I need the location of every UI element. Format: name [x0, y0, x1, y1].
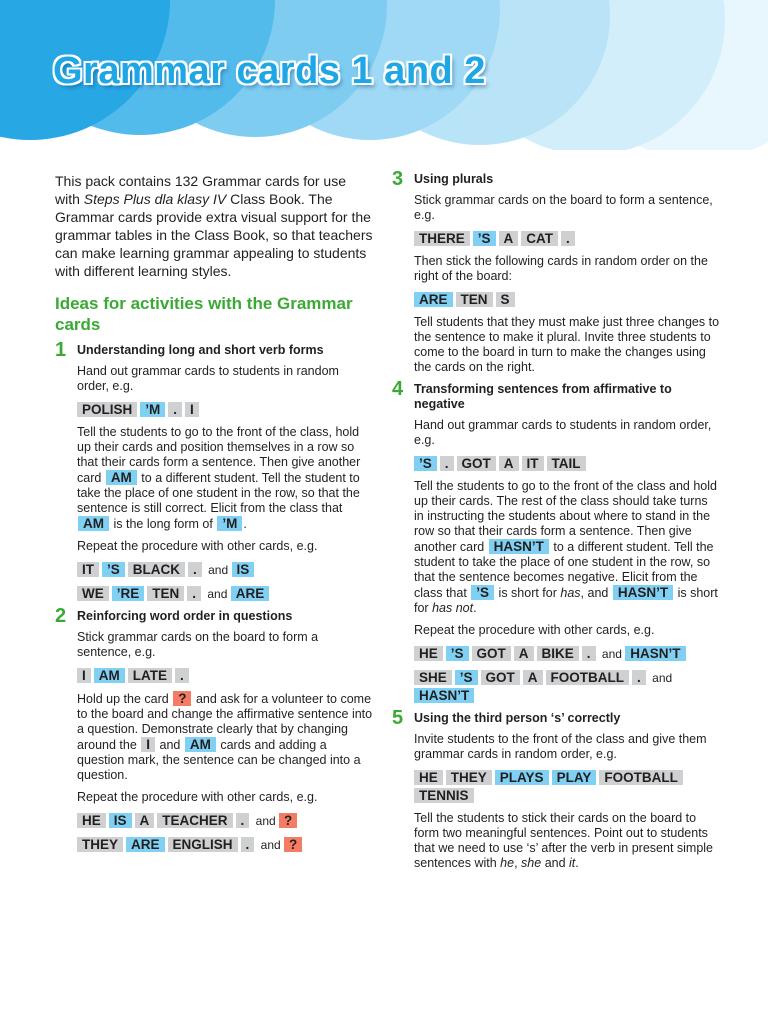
grammar-card: ? [173, 691, 191, 706]
grammar-card: A [514, 646, 534, 661]
grammar-card: THEY [446, 770, 492, 785]
grammar-card: I [77, 668, 91, 683]
card-row [414, 645, 720, 663]
grammar-card: ’S [471, 585, 494, 600]
section-5 [392, 707, 720, 871]
and-text: and [255, 814, 276, 828]
grammar-card: HASN’T [414, 688, 474, 703]
section-text: Tell students that they must make just three changes to the sentence to make it plural. Invite three students to come to the board in turn to make the changes using the cards on the right. [414, 315, 720, 374]
grammar-card: AM [94, 668, 125, 683]
section-text: Repeat the procedure with other cards, e.g. [414, 623, 655, 637]
grammar-card: TEACHER [157, 813, 232, 828]
grammar-card: . [236, 813, 250, 828]
grammar-card: ARE [126, 837, 165, 852]
grammar-card: . [175, 668, 189, 683]
grammar-card: FOOTBALL [599, 770, 683, 785]
grammar-card: I [185, 402, 199, 417]
and-text: and [208, 563, 229, 577]
grammar-card: PLAY [552, 770, 597, 785]
section-number: 5 [392, 707, 404, 729]
section-title: Reinforcing word order in questions [77, 609, 293, 623]
and-text: and [260, 838, 281, 852]
grammar-card: GOT [481, 670, 520, 685]
card-row [414, 291, 720, 309]
grammar-card: ARE [231, 586, 270, 601]
card-row [77, 667, 373, 685]
grammar-card: ’S [473, 231, 496, 246]
section-text: Invite students to the front of the class and give them grammar cards in random order, e.g. [414, 732, 707, 761]
card-row [414, 455, 720, 473]
grammar-card: ’S [414, 456, 437, 471]
grammar-card: ENGLISH [168, 837, 238, 852]
section-title: Understanding long and short verb forms [77, 343, 324, 357]
grammar-card: ? [284, 837, 302, 852]
grammar-card: . [440, 456, 454, 471]
grammar-card: HASN’T [625, 646, 685, 661]
grammar-card: ’M [140, 402, 165, 417]
grammar-card: A [499, 231, 519, 246]
and-text: and [207, 587, 228, 601]
and-text: and [601, 647, 622, 661]
grammar-card: A [523, 670, 543, 685]
grammar-card: THERE [414, 231, 470, 246]
section-text: Hold up the card ? and ask for a volunteer to come to the board and change the affirmative sentence into a question. Demonstrate clearly that by changing around the I and AM cards and adding a question mark, the sentence can be changed into a question. [77, 691, 373, 782]
grammar-card: HASN’T [489, 539, 549, 554]
section-title: Transforming sentences from affirmative to negative [414, 382, 672, 411]
grammar-card: FOOTBALL [546, 670, 630, 685]
section-text: Then stick the following cards in random order on the right of the board: [414, 254, 708, 283]
section-number: 4 [392, 378, 404, 400]
card-row [77, 401, 373, 419]
grammar-card: . [632, 670, 646, 685]
section-text: Repeat the procedure with other cards, e.g. [77, 539, 318, 553]
grammar-card: A [135, 813, 155, 828]
grammar-card: ’M [217, 516, 242, 531]
header-banner [0, 0, 768, 150]
grammar-card: CAT [521, 231, 558, 246]
grammar-card: ARE [414, 292, 453, 307]
section-number: 1 [55, 339, 67, 361]
grammar-card: . [188, 562, 202, 577]
grammar-card: HE [414, 770, 443, 785]
grammar-card: ’S [455, 670, 478, 685]
section-text: Hand out grammar cards to students in random order, e.g. [414, 418, 712, 447]
intro-paragraph: This pack contains 132 Grammar cards for use with Steps Plus dla klasy IV Class Book. The Grammar cards provide extra visual support for the grammar tables in the Class Book, so that teachers can make learning grammar appealing to students with different learning styles. [55, 173, 373, 279]
grammar-card: IT [522, 456, 544, 471]
grammar-card: POLISH [77, 402, 137, 417]
grammar-card: . [187, 586, 201, 601]
grammar-card: LATE [128, 668, 172, 683]
grammar-card: TEN [147, 586, 184, 601]
grammar-card: ’S [446, 646, 469, 661]
grammar-card: . [168, 402, 182, 417]
grammar-card: WE [77, 586, 109, 601]
section-number: 2 [55, 605, 67, 627]
grammar-card: GOT [457, 456, 496, 471]
grammar-card: IT [77, 562, 99, 577]
left-column [55, 172, 373, 860]
and-text: and [652, 671, 673, 685]
grammar-card: ’S [102, 562, 125, 577]
grammar-card: BIKE [537, 646, 579, 661]
card-row [77, 836, 373, 854]
grammar-card: AM [106, 470, 137, 485]
grammar-card: IS [232, 562, 255, 577]
grammar-card: AM [185, 737, 216, 752]
section-text: Repeat the procedure with other cards, e.g. [77, 790, 318, 804]
card-row [414, 230, 720, 248]
card-row [77, 585, 373, 603]
grammar-card: PLAYS [495, 770, 549, 785]
grammar-card: ’RE [112, 586, 145, 601]
section-text: Stick grammar cards on the board to form a sentence, e.g. [77, 630, 319, 659]
section-title: Using the third person ‘s’ correctly [414, 711, 621, 725]
grammar-card: BLACK [128, 562, 185, 577]
grammar-card: HE [77, 813, 106, 828]
section-text: Tell the students to stick their cards on the board to form two meaningful sentences. Point out to students that we need to use ‘s’ after the verb in present simple sentences with he, she and it. [414, 811, 714, 870]
grammar-card: A [499, 456, 519, 471]
grammar-card: TENNIS [414, 788, 474, 803]
grammar-card: TEN [456, 292, 493, 307]
grammar-card: THEY [77, 837, 123, 852]
grammar-card: S [496, 292, 515, 307]
section-4 [392, 378, 720, 705]
section-1 [55, 339, 373, 603]
section-text: Tell the students to go to the front of the class, hold up their cards and position themselves in a row so that their cards form a sentence. Then give another card AM to a different student. Tell the student to take the place of one student in the row, so that the sentence is still correct. Elicit from the class that AM is the long form of ’M . [77, 425, 361, 531]
page-title: Grammar cards 1 and 2 [53, 50, 486, 92]
grammar-card: TAIL [547, 456, 586, 471]
card-row [77, 812, 373, 830]
grammar-card: SHE [414, 670, 452, 685]
grammar-card: . [582, 646, 596, 661]
section-text: Tell the students to go to the front of the class and hold up their cards. The rest of the class should take turns in instructing the students about where to stand in the row so that their cards form a sentence. Then give another card HASN’T to a different student. Tell the student to take the place of one student in the row, so that the sentence becomes negative. Elicit from the class that ’S is short for has, and HASN’T is short for has not. [414, 479, 718, 615]
grammar-card: ? [279, 813, 297, 828]
card-row [77, 561, 373, 579]
grammar-card: GOT [472, 646, 511, 661]
grammar-card: HE [414, 646, 443, 661]
card-row [414, 769, 720, 805]
grammar-card: HASN’T [613, 585, 673, 600]
grammar-card: IS [109, 813, 132, 828]
grammar-card: . [241, 837, 255, 852]
section-title: Using plurals [414, 172, 494, 186]
section-2 [55, 605, 373, 854]
section-number: 3 [392, 168, 404, 190]
right-column [392, 168, 720, 878]
card-row [414, 669, 720, 705]
grammar-card: AM [78, 516, 109, 531]
grammar-card: . [561, 231, 575, 246]
ideas-heading: Ideas for activities with the Grammar cards [55, 294, 353, 334]
grammar-card: I [141, 737, 155, 752]
section-text: Stick grammar cards on the board to form a sentence, e.g. [414, 193, 713, 222]
section-text: Hand out grammar cards to students in random order, e.g. [77, 364, 339, 393]
section-3 [392, 168, 720, 375]
